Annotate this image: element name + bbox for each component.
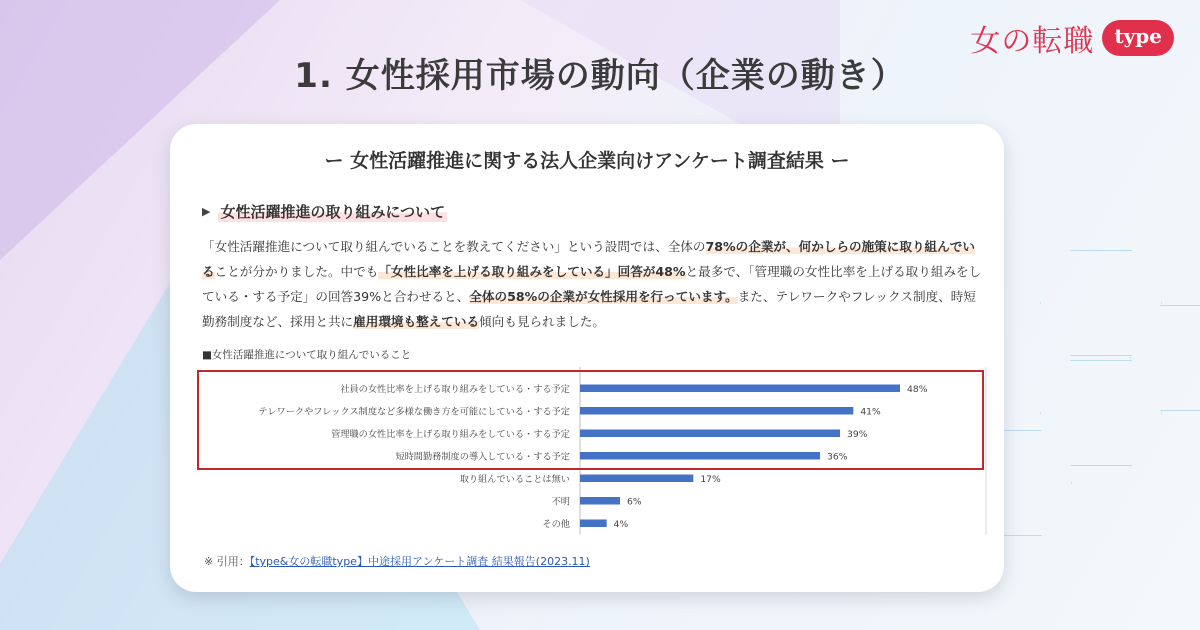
value-label: 48% [907,383,928,395]
category-label: テレワークやフレックス制度など多様な働き方を可能にしている・する予定 [258,406,570,418]
paragraph-text: 傾向も見られました。 [479,314,605,329]
bar [580,497,620,505]
value-label: 36% [827,451,848,463]
bar [580,520,607,528]
paragraph-text: と最多で、「管理職の女性比率を上げる取り組みをしている・する予定」の回答39%と合わせると、 [202,264,982,304]
section-title: 女性活躍推進の取り組みについて [220,203,446,221]
bar [580,385,900,393]
source-prefix: ※ 引用： [204,555,250,568]
bar [580,452,820,460]
category-label: 短時間勤務制度の導入している・する予定 [395,451,570,463]
page-title: 1. 女性採用市場の動向（企業の動き） [294,56,906,96]
category-label: 管理職の女性比率を上げる取り組みをしている・する予定 [331,428,570,440]
brand-logo[interactable] [970,16,1174,60]
chart-caption: ■女性活躍推進について取り組んでいること [202,349,412,361]
source-link[interactable]: 【type&女の転職type】中途採用アンケート調査 結果報告(2023.11) [249,555,590,568]
bar [580,475,693,483]
category-label: その他 [542,518,570,530]
highlighted-text: 雇用環境も整えている [353,314,480,329]
paragraph-text: ことが分かりました。中でも [214,264,379,279]
highlighted-text: 78%の企業が、何かしらの施策に取り組んでいる [202,239,975,279]
summary-paragraph [202,234,982,334]
section-heading [202,201,447,222]
bar [580,430,840,438]
logo-text: 女の転職 [970,24,1095,59]
bar [580,407,853,415]
triangle-right-icon: ▶ [202,205,211,218]
card-heading: ー 女性活躍推進に関する法人企業向けアンケート調査結果 ー [324,150,850,172]
value-label: 4% [613,518,629,530]
value-label: 39% [847,428,868,440]
value-label: 6% [627,496,642,508]
paragraph-text: 「女性活躍推進について取り組んでいることを教えてください」という設問では、全体の [202,239,706,254]
highlighted-text: 全体の58%の企業が女性採用を行っています。 [469,289,738,304]
highlighted-text: 「女性比率を上げる取り組みをしている」回答が48% [378,264,686,279]
paragraph-text: また、テレワークやフレックス制度、時短勤務制度など、採用と共に [202,289,976,329]
survey-card [170,124,1004,592]
bar-chart [196,367,996,542]
category-label: 社員の女性比率を上げる取り組みをしている・する予定 [340,383,570,395]
category-label: 取り組んでいることは無い [459,473,570,485]
logo-badge: type [1102,20,1174,56]
value-label: 17% [700,473,721,485]
value-label: 41% [860,406,881,418]
source-citation [204,553,590,569]
category-label: 不明 [551,496,570,508]
